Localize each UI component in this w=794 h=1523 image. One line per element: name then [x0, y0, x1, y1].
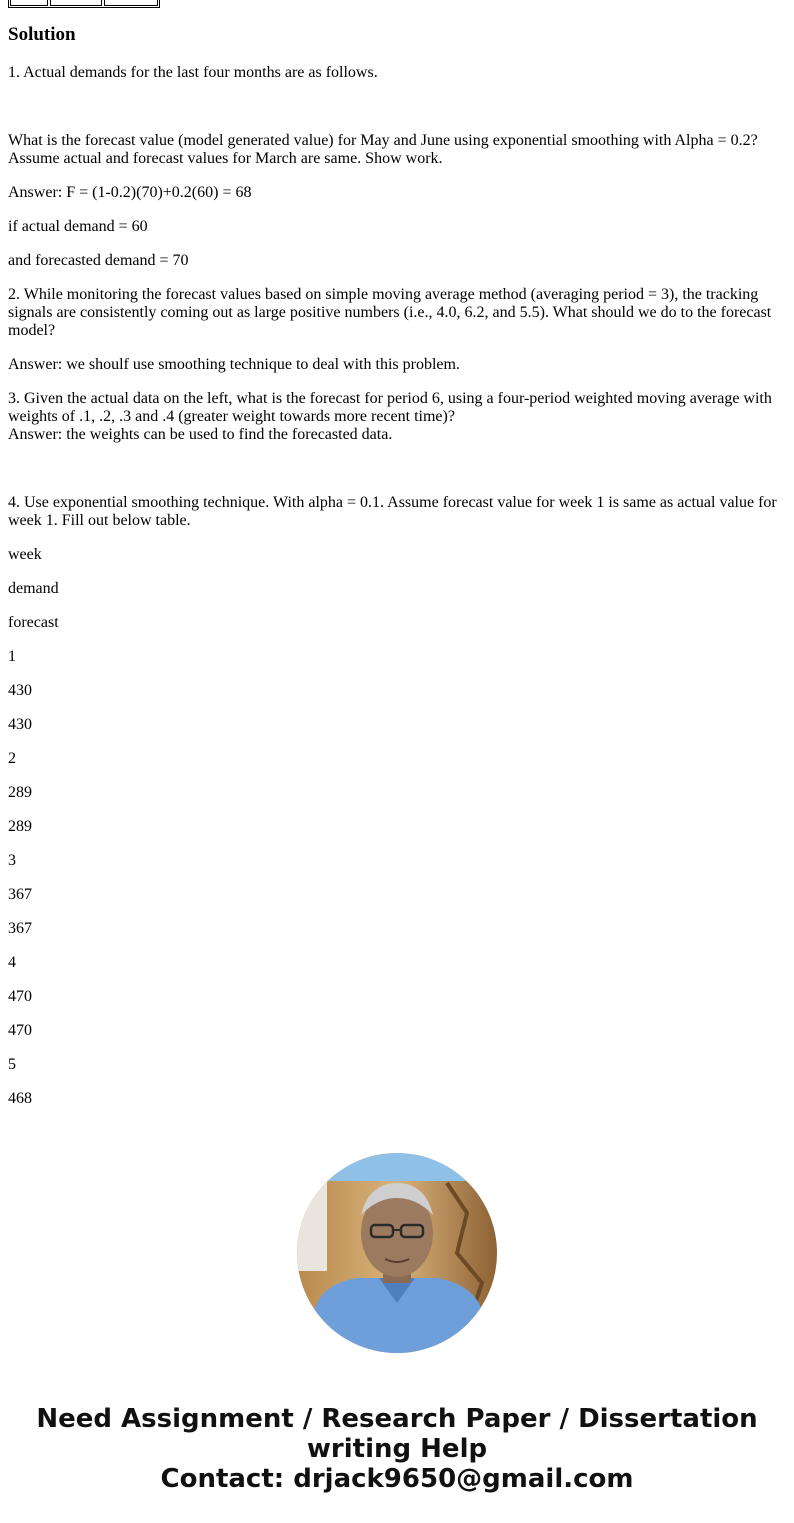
q1-intro: 1. Actual demands for the last four months are as follows. [8, 64, 378, 81]
cta-contact-email[interactable]: Contact: drjack9650@gmail.com [160, 1464, 634, 1494]
q4-question: 4. Use exponential smoothing technique. With alpha = 0.1. Assume forecast value for week 1 is same as actual value for week 1. Fill out below table. [8, 494, 777, 529]
person-portrait-icon [297, 1153, 497, 1353]
list-item: 430 [8, 682, 32, 699]
q2-answer: Answer: we shoulf use smoothing technique to deal with this problem. [8, 356, 460, 373]
list-item: 468 [8, 1090, 32, 1107]
q4-table-items [8, 546, 786, 1108]
list-item: 367 [8, 920, 32, 937]
list-item: 5 [8, 1056, 16, 1073]
list-item: demand [8, 580, 59, 597]
list-item: 3 [8, 852, 16, 869]
solution-heading: Solution [8, 24, 76, 45]
table-cell [10, 0, 48, 6]
q3-answer: Answer: the weights can be used to find the forecasted data. [8, 426, 393, 443]
list-item: 430 [8, 716, 32, 733]
q1-question: What is the forecast value (model generated value) for May and June using exponential smoothing with Alpha = 0.2? Assume actual and forecast values for March are same. Show work. [8, 132, 758, 167]
list-item: 470 [8, 988, 32, 1005]
list-item: forecast [8, 614, 59, 631]
list-item: 470 [8, 1022, 32, 1039]
solution-content [8, 64, 786, 1124]
list-item: 289 [8, 818, 32, 835]
q1-actual-line: if actual demand = 60 [8, 218, 148, 235]
list-item: 289 [8, 784, 32, 801]
list-item: 2 [8, 750, 16, 767]
q1-forecast-line: and forecasted demand = 70 [8, 252, 189, 269]
list-item: 4 [8, 954, 16, 971]
q3-question: 3. Given the actual data on the left, what is the forecast for period 6, using a four-period weighted moving average with weights of .1, .2, .3 and .4 (greater weight towards more recent time)? [8, 390, 772, 425]
q1-answer: Answer: F = (1-0.2)(70)+0.2(60) = 68 [8, 184, 252, 201]
table-cell [104, 0, 158, 6]
cta-line-1: Need Assignment / Research Paper / Dissertation [36, 1404, 758, 1434]
cta-line-2: writing Help [306, 1434, 488, 1464]
spacer [8, 460, 786, 494]
list-item: 367 [8, 886, 32, 903]
table-cell [50, 0, 102, 6]
list-item: 1 [8, 648, 16, 665]
author-avatar [297, 1153, 497, 1353]
top-table-fragment [8, 0, 160, 8]
list-item: week [8, 546, 42, 563]
q2-question: 2. While monitoring the forecast values based on simple moving average method (averaging period = 3), the tracking signals are consistently coming out as large positive numbers (i.e., 4.0, 6.2, and 5.5). What should we do to the forecast model? [8, 286, 772, 339]
contact-banner [0, 1404, 794, 1494]
spacer [8, 98, 786, 132]
